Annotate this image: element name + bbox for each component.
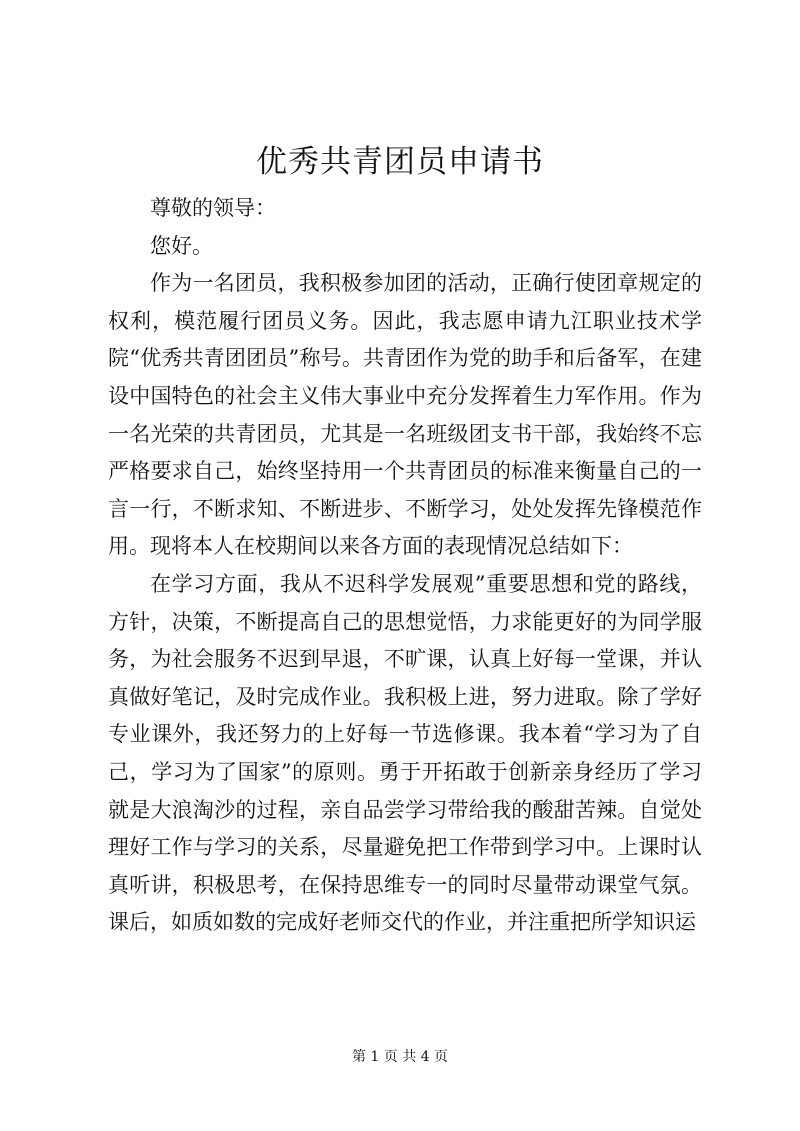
page-footer: 第 1 页 共 4 页: [351, 1049, 449, 1065]
document-body: [108, 190, 702, 942]
greeting: 您好。: [150, 233, 213, 258]
page-title: 优秀共青团员申请书: [256, 144, 544, 180]
body-paragraph-1: 作为一名团员，我积极参加团的活动，正确行使团章规定的权利，模范履行团员义务。因此，我志愿申请九江职业技术学院“优秀共青团团员”称号。共青团作为党的助手和后备军，在建设中国特色的社会主义伟大事业中充分发挥着生力军作用。作为一名光荣的共青团员，尤其是一名班级团支书干部，我始终不忘严格要求自己，始终坚持用一个共青团员的标准来衡量自己的一言一行，不断求知、不断进步、不断学习，处处发挥先锋模范作用。现将本人在校期间以来各方面的表现情况总结如下：: [108, 271, 702, 559]
salutation: 尊敬的领导：: [150, 196, 276, 220]
body-paragraph-2: 在学习方面，我从不迟科学发展观”重要思想和党的路线，方针，决策，不断提高自己的思想觉悟，力求能更好的为同学服务，为社会服务不迟到早退，不旷课，认真上好每一堂课，并认真做好笔记，及时完成作业。我积极上进，努力进取。除了学好专业课外，我还努力的上好每一节选修课。我本着“学习为了自己，学习为了国家”的原则。勇于开拓敢于创新亲身经历了学习就是大浪淘沙的过程，亲自品尝学习带给我的酸甜苦辣。自觉处理好工作与学习的关系，尽量避免把工作带到学习中。上课时认真听讲，积极思考，在保持思维专一的同时尽量带动课堂气氛。课后，如质如数的完成好老师交代的作业，并注重把所学知识运: [108, 571, 702, 935]
